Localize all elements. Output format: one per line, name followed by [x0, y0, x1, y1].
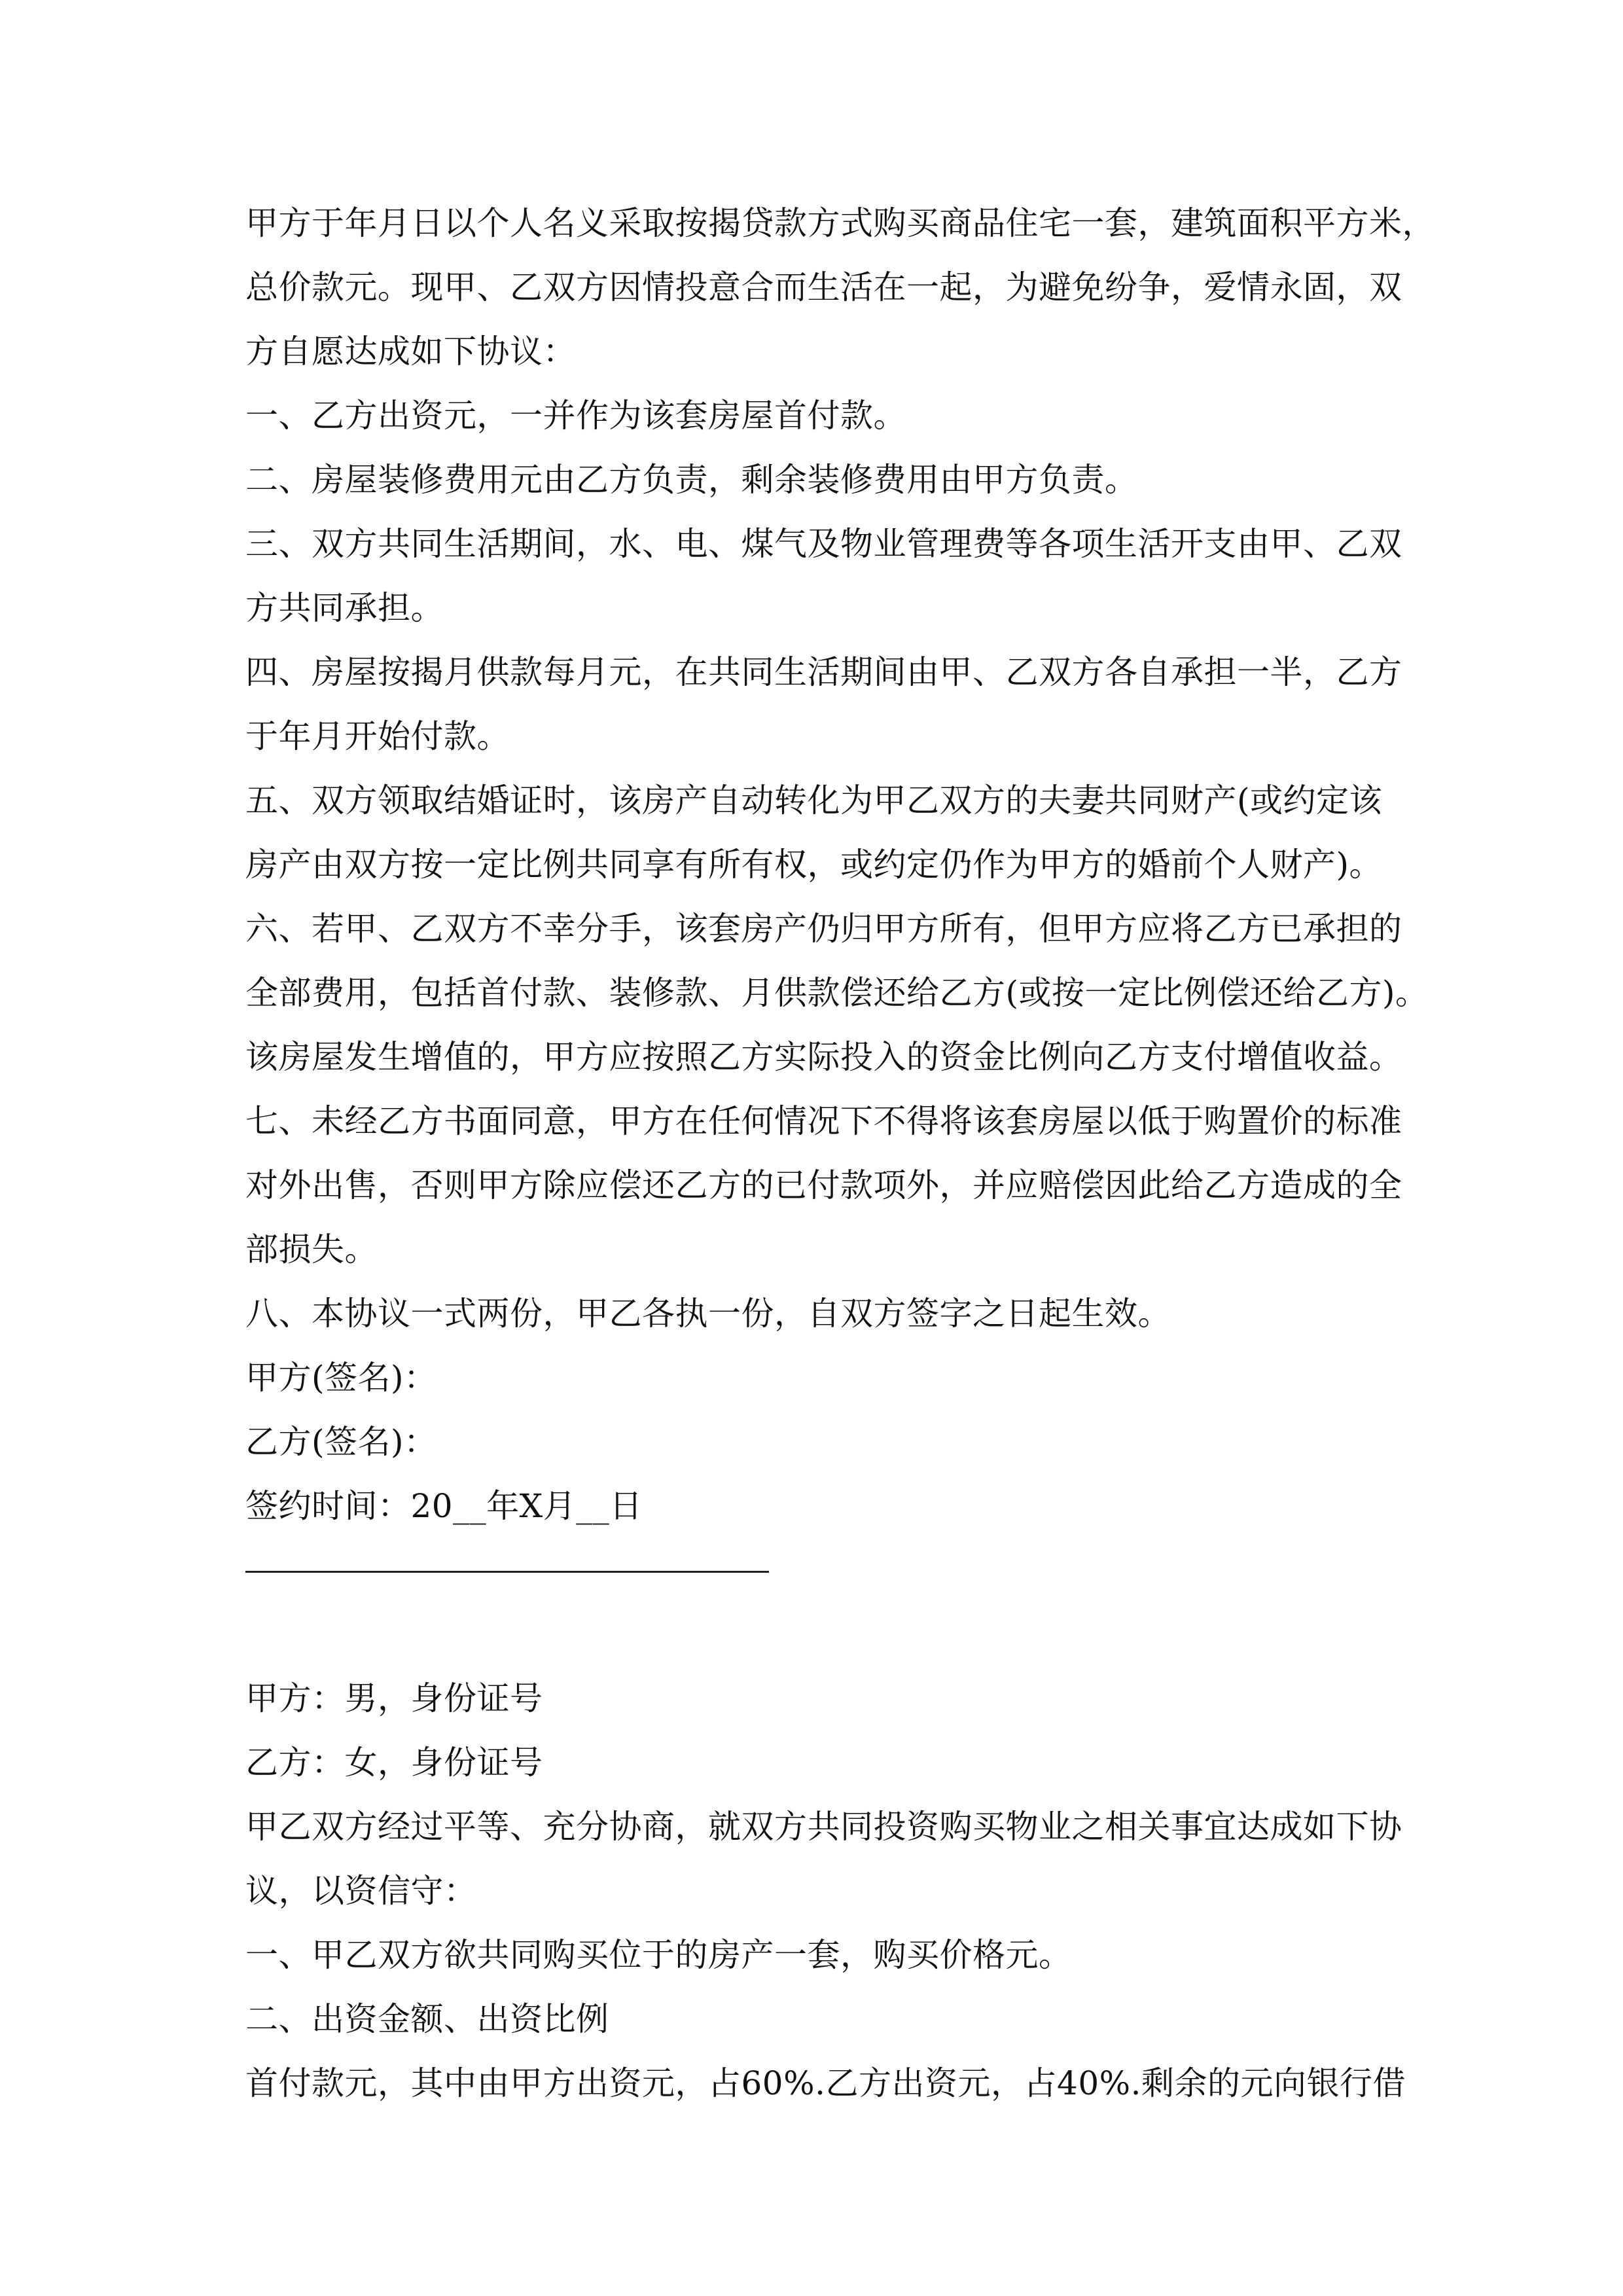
- clause-7: 七、未经乙方书面同意，甲方在任何情况下不得将该套房屋以低于购置价的标准: [245, 1102, 1402, 1140]
- clause-2: 二、出资金额、出资比例: [245, 2000, 609, 2038]
- party-b-signature: 乙方(签名)：: [245, 1423, 437, 1461]
- signing-date: 签约时间：20__年X月__日: [245, 1487, 643, 1525]
- party-a-signature: 甲方(签名)：: [245, 1359, 437, 1397]
- text-line: 议，以资信守：: [245, 1872, 477, 1910]
- text-line: 部损失。: [245, 1230, 378, 1268]
- divider-rule: [245, 1571, 769, 1573]
- text-line: 该房屋发生增值的，甲方应按照乙方实际投入的资金比例向乙方支付增值收益。: [245, 1038, 1402, 1076]
- clause-1: 一、甲乙双方欲共同购买位于的房产一套，购买价格元。: [245, 1936, 1072, 1974]
- clause-3: 三、双方共同生活期间，水、电、煤气及物业管理费等各项生活开支由甲、乙双: [245, 525, 1402, 563]
- text-line: 甲方于年月日以个人名义采取按揭贷款方式购买商品住宅一套，建筑面积平方米，: [245, 204, 1435, 242]
- text-line: 首付款元，其中由甲方出资元，占60%.乙方出资元，占40%.剩余的元向银行借: [245, 2064, 1406, 2102]
- text-line: 对外出售，否则甲方除应偿还乙方的已付款项外，并应赔偿因此给乙方造成的全: [245, 1166, 1402, 1204]
- section-divider: [245, 1538, 1423, 1602]
- text-line: 全部费用，包括首付款、装修款、月供款偿还给乙方(或按一定比例偿还给乙方)。: [245, 974, 1429, 1012]
- text-line: 总价款元。现甲、乙双方因情投意合而生活在一起，为避免纷争，爱情永固，双: [245, 268, 1402, 306]
- blank-line: [245, 1602, 1423, 1666]
- text-line: 房产由双方按一定比例共同享有所有权，或约定仍作为甲方的婚前个人财产)。: [245, 846, 1383, 884]
- document-body: [245, 191, 1435, 2115]
- clause-8: 八、本协议一式两份，甲乙各执一份，自双方签字之日起生效。: [245, 1295, 1171, 1333]
- text-line: 于年月开始付款。: [245, 717, 510, 755]
- clause-4: 四、房屋按揭月供款每月元，在共同生活期间由甲、乙双方各自承担一半，乙方: [245, 653, 1402, 691]
- party-a-info: 甲方：男，身份证号: [245, 1679, 543, 1717]
- party-b-info: 乙方：女，身份证号: [245, 1744, 543, 1782]
- text-line: 方共同承担。: [245, 589, 444, 627]
- clause-1: 一、乙方出资元，一并作为该套房屋首付款。: [245, 397, 906, 435]
- clause-2: 二、房屋装修费用元由乙方负责，剩余装修费用由甲方负责。: [245, 461, 1138, 499]
- clause-5: 五、双方领取结婚证时，该房产自动转化为甲乙双方的夫妻共同财产(或约定该: [245, 781, 1383, 819]
- text-line: 方自愿达成如下协议：: [245, 332, 576, 370]
- text-line: 甲乙双方经过平等、充分协商，就双方共同投资购买物业之相关事宜达成如下协: [245, 1808, 1402, 1846]
- clause-6: 六、若甲、乙双方不幸分手，该套房产仍归甲方所有，但甲方应将乙方已承担的: [245, 910, 1402, 948]
